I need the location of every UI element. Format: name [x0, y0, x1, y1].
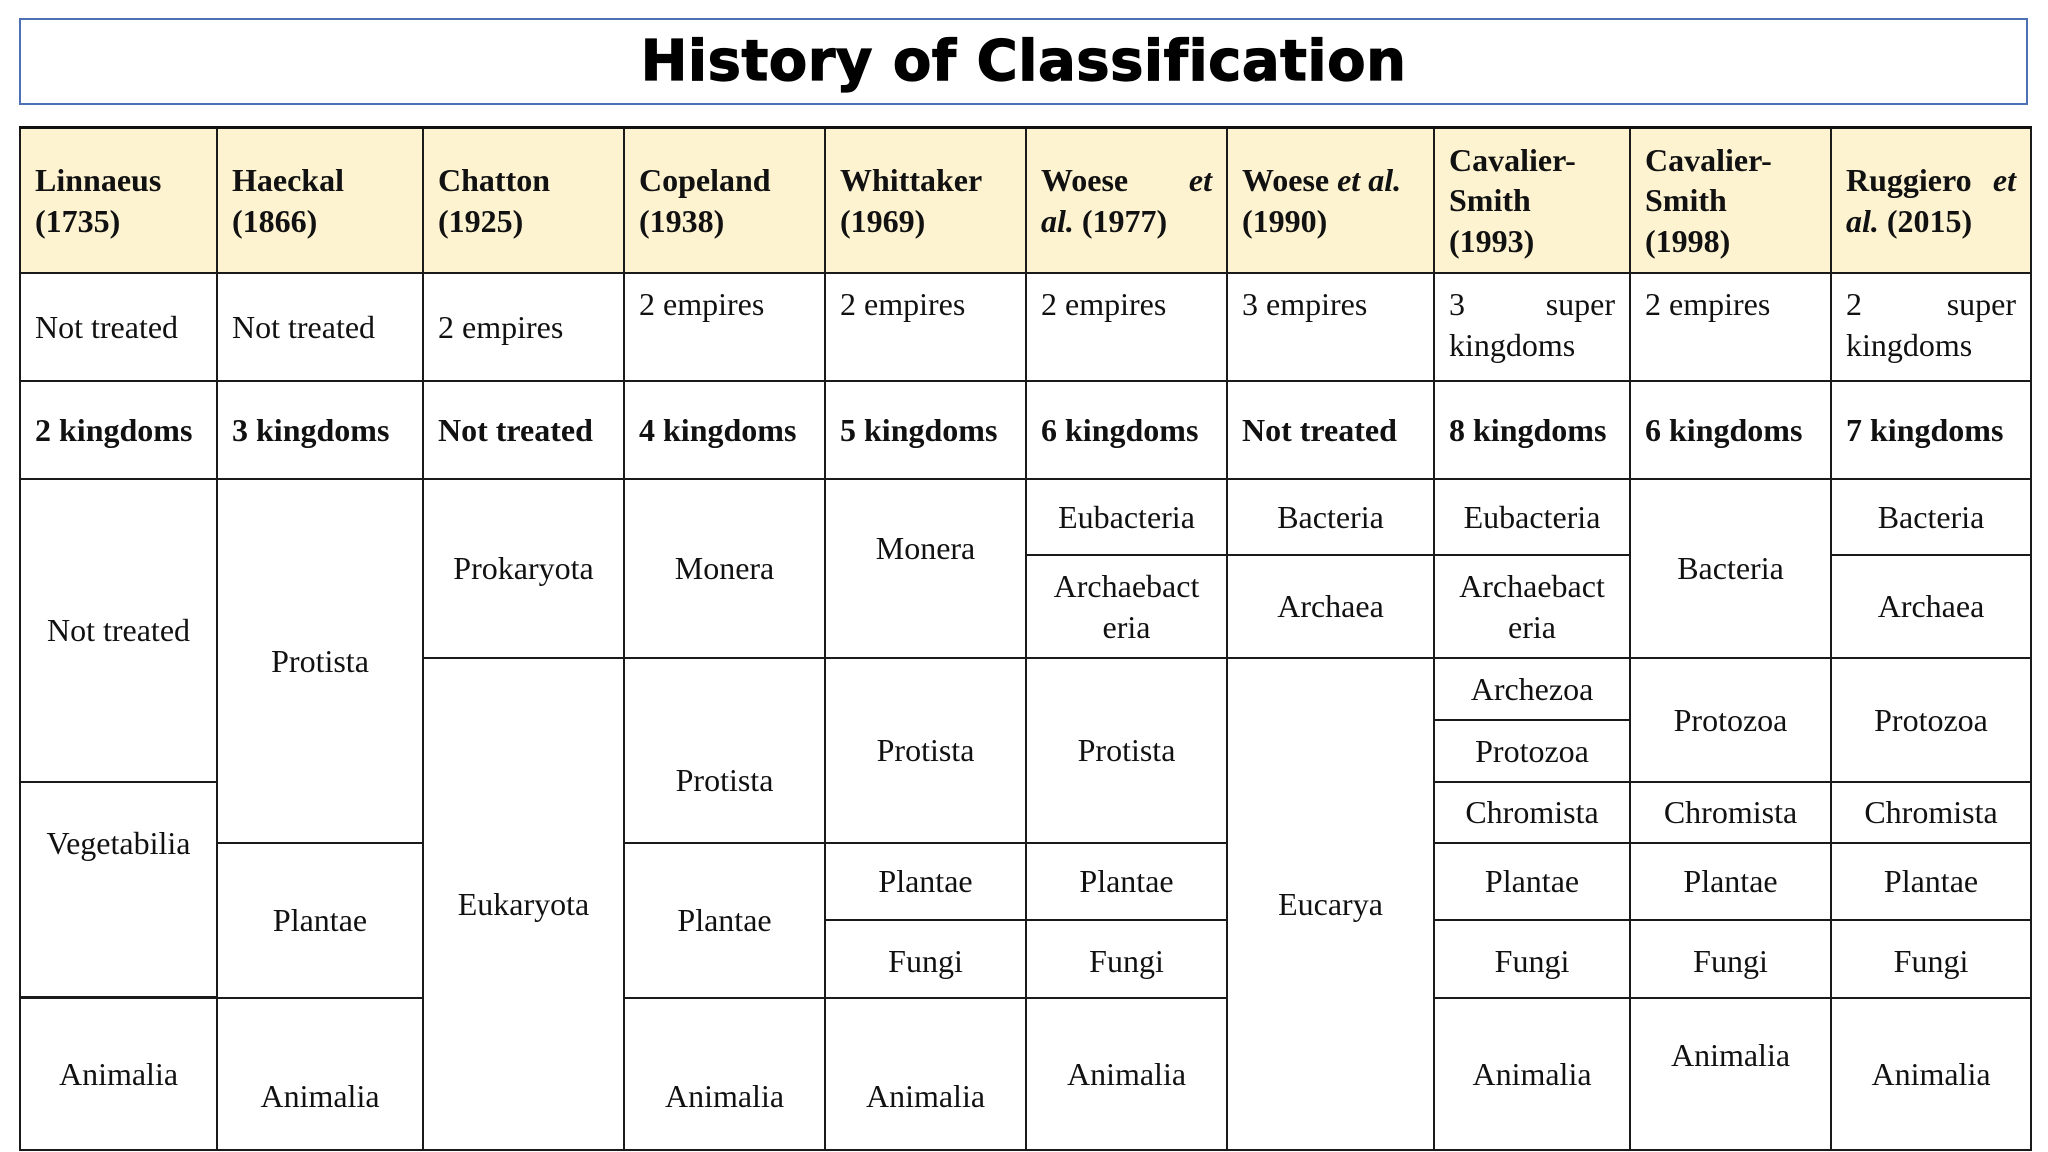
group-cell: Animalia	[1831, 998, 2031, 1150]
group-cell: Animalia	[217, 998, 423, 1150]
group-cell: Animalia	[825, 998, 1026, 1150]
empire-cell: 2 empires	[1630, 273, 1831, 381]
group-cell: Archaea	[1831, 555, 2031, 658]
header-cell: Haeckal (1866)	[217, 128, 423, 274]
group-cell: Plantae	[1831, 843, 2031, 920]
kingdom-count-cell: Not treated	[1227, 381, 1434, 479]
classification-table	[19, 126, 2032, 1151]
group-cell: Fungi	[825, 920, 1026, 998]
kingdom-count-cell: 7 kingdoms	[1831, 381, 2031, 479]
group-cell: Fungi	[1630, 920, 1831, 998]
group-cell: Fungi	[1831, 920, 2031, 998]
group-row	[20, 998, 2031, 1150]
header-cell: Ruggiero et al. (2015)	[1831, 128, 2031, 274]
group-cell: Protista	[1026, 658, 1227, 843]
empires-row	[20, 273, 2031, 381]
group-cell: Animalia	[20, 998, 217, 1150]
group-cell: Monera	[624, 479, 825, 658]
group-cell: Protista	[217, 479, 423, 843]
empire-cell: 3 empires	[1227, 273, 1434, 381]
group-cell: Bacteria	[1227, 479, 1434, 555]
header-row	[20, 128, 2031, 274]
empire-cell: Not treated	[20, 273, 217, 381]
group-cell: Vegetabilia	[20, 782, 217, 997]
group-cell: Chromista	[1630, 782, 1831, 843]
group-cell: Monera	[825, 479, 1026, 658]
empire-cell: 2 super kingdoms	[1831, 273, 2031, 381]
title-box	[19, 18, 2028, 105]
empire-cell: Not treated	[217, 273, 423, 381]
group-cell: Chromista	[1434, 782, 1630, 843]
kingdom-count-cell: 8 kingdoms	[1434, 381, 1630, 479]
group-cell: Protozoa	[1434, 720, 1630, 782]
header-cell: Cavalier- Smith (1993)	[1434, 128, 1630, 274]
group-cell: Animalia	[624, 998, 825, 1150]
group-cell: Eubacteria	[1434, 479, 1630, 555]
kingdom-count-cell: 6 kingdoms	[1026, 381, 1227, 479]
header-cell: Chatton (1925)	[423, 128, 624, 274]
empire-cell: 2 empires	[825, 273, 1026, 381]
kingdom-count-cell: 3 kingdoms	[217, 381, 423, 479]
group-cell: Protista	[825, 658, 1026, 843]
group-cell: Bacteria	[1630, 479, 1831, 658]
group-cell: Chromista	[1831, 782, 2031, 843]
group-cell: Animalia	[1434, 998, 1630, 1150]
group-cell: Animalia	[1026, 998, 1227, 1150]
header-cell: Woese et al. (1990)	[1227, 128, 1434, 274]
kingdoms-row	[20, 381, 2031, 479]
group-cell: Archaebact eria	[1434, 555, 1630, 658]
kingdom-count-cell: Not treated	[423, 381, 624, 479]
group-cell: Bacteria	[1831, 479, 2031, 555]
group-cell: Protozoa	[1831, 658, 2031, 782]
group-cell: Plantae	[624, 843, 825, 998]
group-cell: Eubacteria	[1026, 479, 1227, 555]
group-cell: Animalia	[1630, 998, 1831, 1150]
kingdom-count-cell: 4 kingdoms	[624, 381, 825, 479]
group-cell: Protozoa	[1630, 658, 1831, 782]
kingdom-count-cell: 2 kingdoms	[20, 381, 217, 479]
group-row	[20, 479, 2031, 555]
group-cell: Prokaryota	[423, 479, 624, 658]
group-cell: Eucarya	[1227, 658, 1434, 1150]
header-cell: Whittaker (1969)	[825, 128, 1026, 274]
group-cell: Not treated	[20, 479, 217, 782]
empire-cell: 3 super kingdoms	[1434, 273, 1630, 381]
group-cell: Plantae	[217, 843, 423, 998]
empire-cell: 2 empires	[423, 273, 624, 381]
group-cell: Plantae	[825, 843, 1026, 920]
kingdom-count-cell: 5 kingdoms	[825, 381, 1026, 479]
empire-cell: 2 empires	[624, 273, 825, 381]
group-cell: Protista	[624, 658, 825, 843]
group-cell: Plantae	[1630, 843, 1831, 920]
group-row	[20, 843, 2031, 920]
group-cell: Archaebact eria	[1026, 555, 1227, 658]
group-cell: Plantae	[1434, 843, 1630, 920]
group-cell: Eukaryota	[423, 658, 624, 1150]
kingdom-count-cell: 6 kingdoms	[1630, 381, 1831, 479]
header-cell: Woese et al. (1977)	[1026, 128, 1227, 274]
header-cell: Linnaeus (1735)	[20, 128, 217, 274]
empire-cell: 2 empires	[1026, 273, 1227, 381]
header-cell: Copeland (1938)	[624, 128, 825, 274]
header-cell: Cavalier- Smith (1998)	[1630, 128, 1831, 274]
group-cell: Plantae	[1026, 843, 1227, 920]
page-title: History of Classification	[640, 29, 1407, 94]
group-cell: Archezoa	[1434, 658, 1630, 720]
group-cell: Fungi	[1434, 920, 1630, 998]
group-cell: Fungi	[1026, 920, 1227, 998]
group-cell: Archaea	[1227, 555, 1434, 658]
